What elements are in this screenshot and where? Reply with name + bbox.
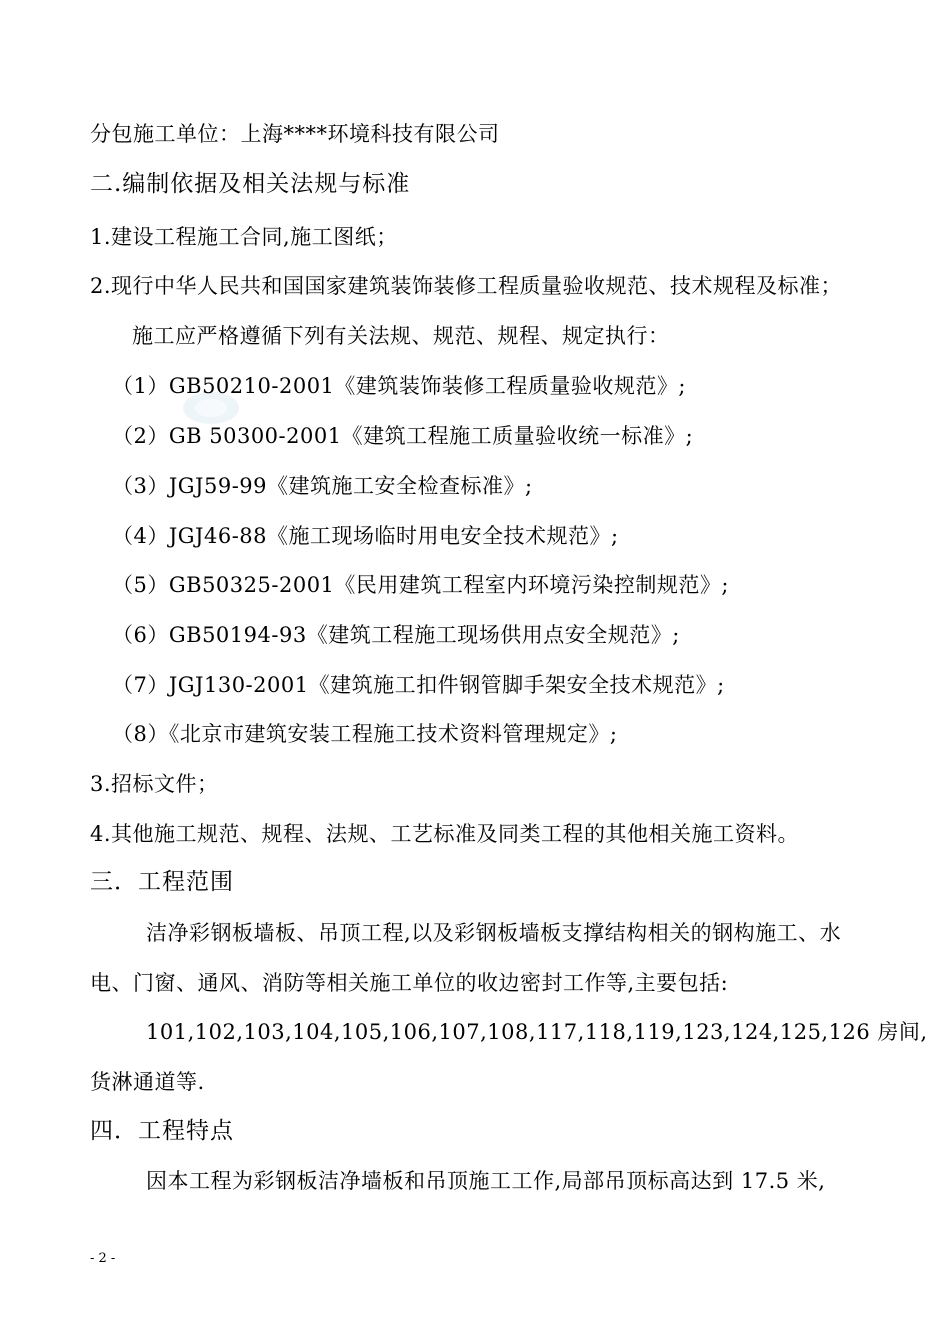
regulation-item-7: （7）JGJ130-2001《建筑施工扣件钢管脚手架安全技术规范》; xyxy=(112,673,725,697)
room-list-line-1: 101,102,103,104,105,106,107,108,117,118,119,123,124,125,126 房间, xyxy=(146,1020,928,1044)
regulation-item-3: （3）JGJ59-99《建筑施工安全检查标准》; xyxy=(112,474,533,498)
section-heading-4: 四．工程特点 xyxy=(90,1118,234,1144)
feature-paragraph-line-1: 因本工程为彩钢板洁净墙板和吊顶施工工作,局部吊顶标高达到 17.5 米, xyxy=(146,1169,826,1193)
section-heading-3: 三．工程范围 xyxy=(90,869,234,895)
subcontractor-line: 分包施工单位：上海****环境科技有限公司 xyxy=(90,122,500,146)
basis-item-1: 1.建设工程施工合同,施工图纸； xyxy=(90,225,398,249)
regulation-intro: 施工应严格遵循下列有关法规、规范、规程、规定执行： xyxy=(132,324,670,348)
section-heading-2: 二.编制依据及相关法规与标准 xyxy=(90,171,411,197)
basis-item-4: 4.其他施工规范、规程、法规、工艺标准及同类工程的其他相关施工资料。 xyxy=(90,822,800,846)
regulation-item-4: （4）JGJ46-88《施工现场临时用电安全技术规范》; xyxy=(112,524,619,548)
regulation-item-8: （8）《北京市建筑安装工程施工技术资料管理规定》; xyxy=(112,722,618,746)
regulation-item-2: （2）GB 50300-2001《建筑工程施工质量验收统一标准》; xyxy=(112,424,694,448)
room-list-line-2: 货淋通道等. xyxy=(90,1070,205,1094)
page-number: - 2 - xyxy=(90,1251,116,1266)
scope-paragraph-line-2: 电、门窗、通风、消防等相关施工单位的收边密封工作等,主要包括: xyxy=(90,971,729,995)
regulation-item-1: （1）GB50210-2001《建筑装饰装修工程质量验收规范》; xyxy=(112,374,686,398)
basis-item-2: 2.现行中华人民共和国国家建筑装饰装修工程质量验收规范、技术规程及标准； xyxy=(90,274,843,298)
regulation-item-5: （5）GB50325-2001《民用建筑工程室内环境污染控制规范》; xyxy=(112,573,729,597)
scope-paragraph-line-1: 洁净彩钢板墙板、吊顶工程,以及彩钢板墙板支撑结构相关的钢构施工、水 xyxy=(146,921,842,945)
basis-item-3: 3.招标文件； xyxy=(90,772,219,796)
regulation-item-6: （6）GB50194-93《建筑工程施工现场供用点安全规范》; xyxy=(112,623,680,647)
